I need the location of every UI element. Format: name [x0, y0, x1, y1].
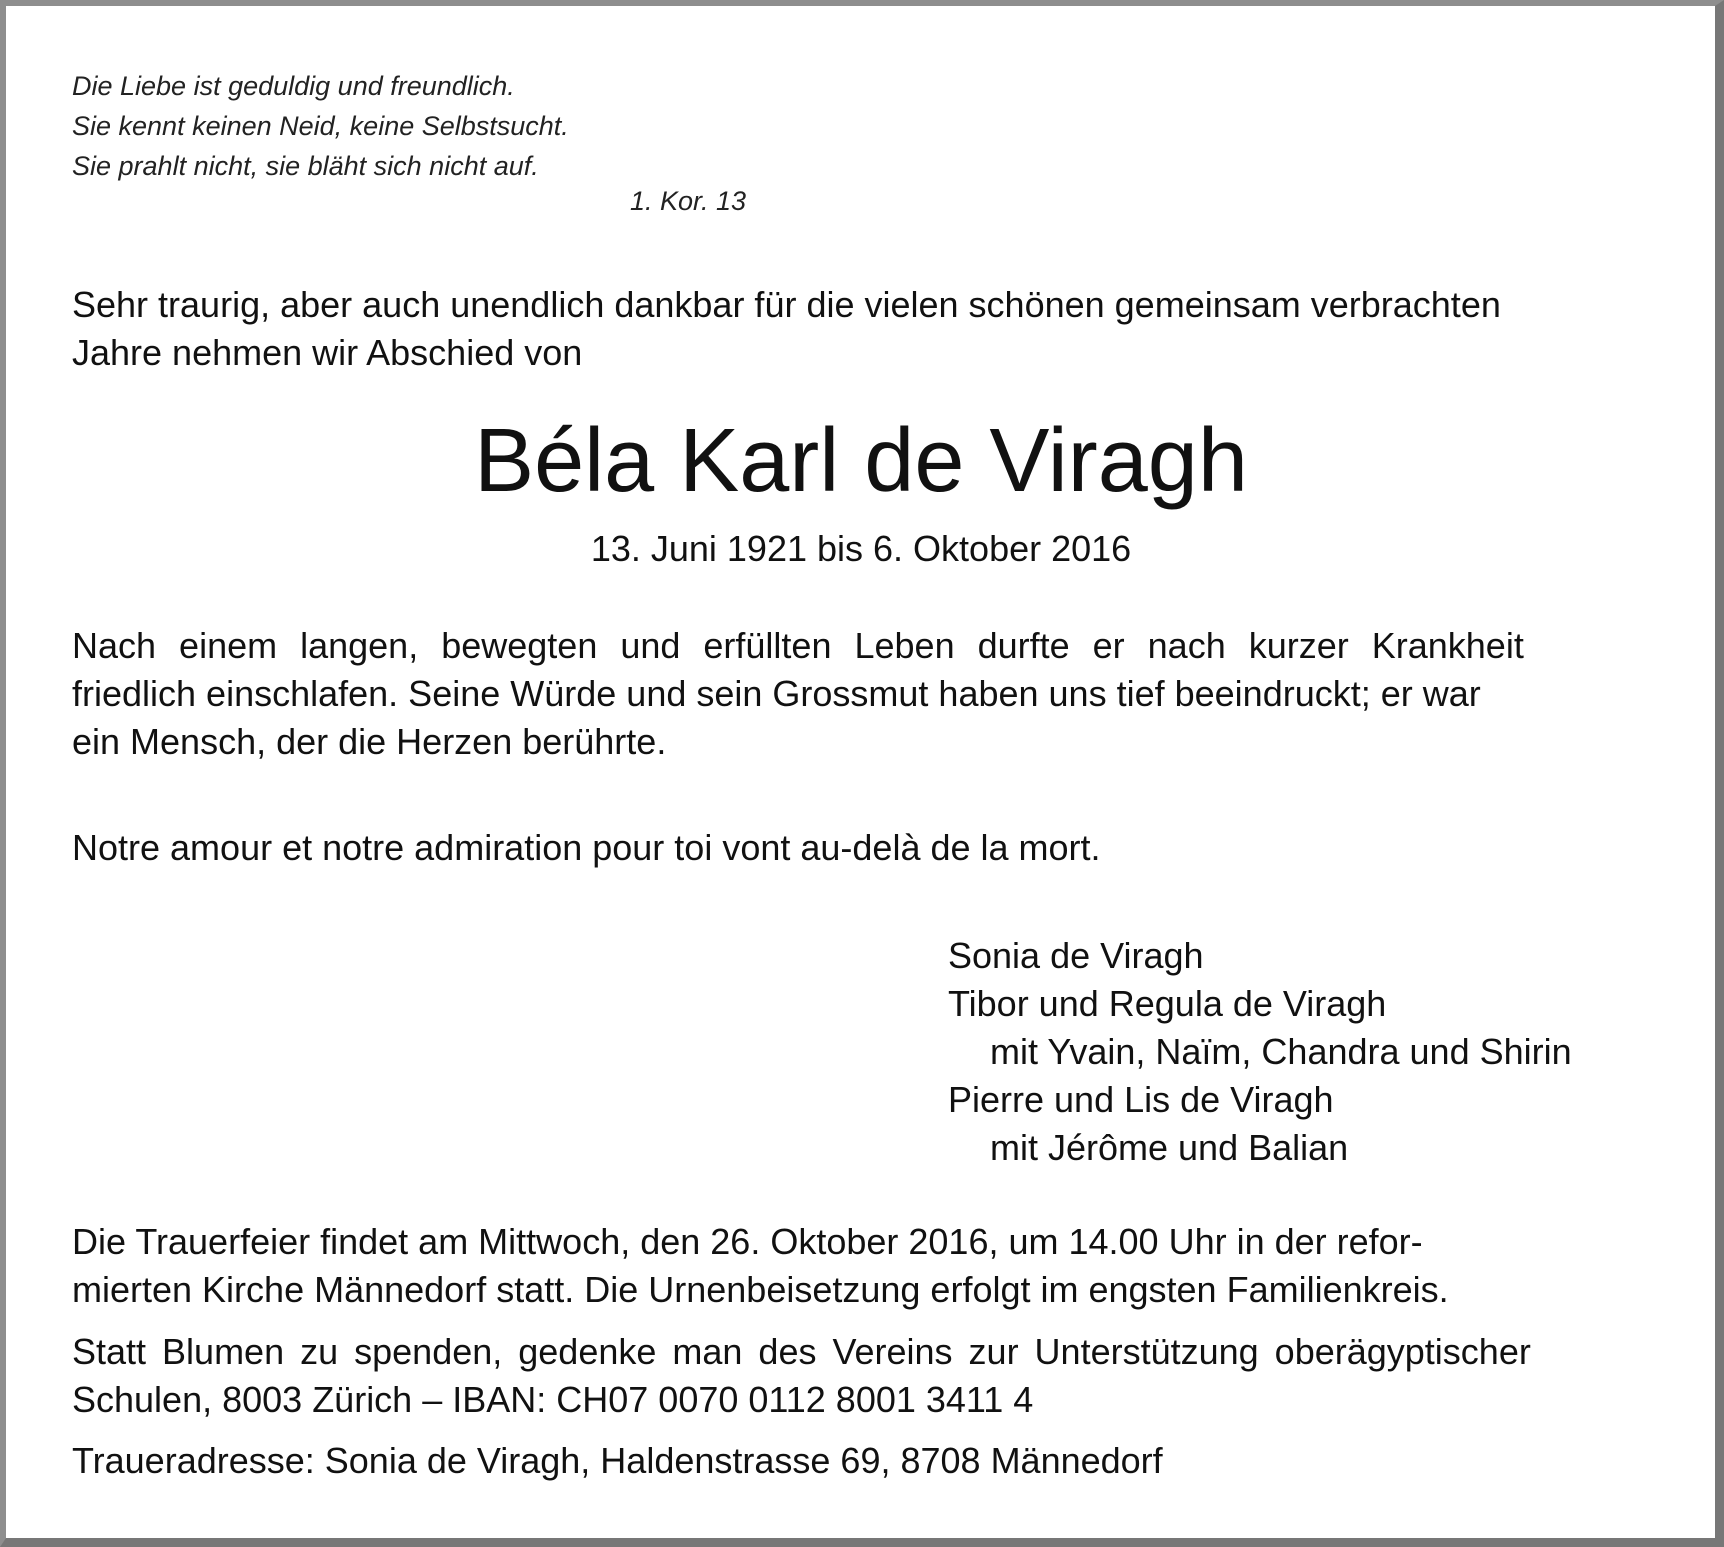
tribute-line: Nach einem langen, bewegten und erfüllten Leben durfte er nach kurzer Krankheit [72, 625, 1524, 666]
quote-line: Sie prahlt nicht, sie bläht sich nicht auf. [72, 151, 539, 181]
tribute-line: friedlich einschlafen. Seine Würde und sein Grossmut haben uns tief beeindruckt; er war [72, 673, 1481, 714]
quote-line: Sie kennt keinen Neid, keine Selbstsucht. [72, 111, 569, 141]
intro-paragraph [72, 281, 1662, 377]
family-line: Tibor und Regula de Viragh [948, 983, 1387, 1024]
family-line: Pierre und Lis de Viragh [948, 1079, 1334, 1120]
donation-line: Schulen, 8003 Zürich – IBAN: CH07 0070 0112 8001 3411 4 [72, 1379, 1034, 1420]
family-line: Sonia de Viragh [948, 935, 1204, 976]
donation-line: Statt Blumen zu spenden, gedenke man des Vereins zur Unterstützung oberägyptischer [72, 1331, 1531, 1372]
bible-quote [72, 66, 569, 186]
intro-line: Sehr traurig, aber auch unendlich dankbar für die vielen schönen gemeinsam verbrachten [72, 284, 1501, 325]
mourning-address: Traueradresse: Sonia de Viragh, Haldenstrasse 69, 8708 Männedorf [72, 1440, 1163, 1481]
deceased-name: Béla Karl de Viragh [474, 411, 1248, 511]
family-line: mit Jérôme und Balian [990, 1127, 1349, 1168]
quote-reference: 1. Kor. 13 [630, 186, 747, 216]
tribute-paragraph [72, 622, 1662, 766]
donation-paragraph [72, 1328, 1662, 1424]
tribute-line: ein Mensch, der die Herzen berührte. [72, 721, 667, 762]
life-dates: 13. Juni 1921 bis 6. Oktober 2016 [590, 528, 1132, 569]
quote-line: Die Liebe ist geduldig und freundlich. [72, 71, 515, 101]
service-line: Die Trauerfeier findet am Mittwoch, den 26. Oktober 2016, um 14.00 Uhr in der refor- [72, 1221, 1423, 1262]
service-line: mierten Kirche Männedorf statt. Die Urnenbeisetzung erfolgt im engsten Familienkreis. [72, 1269, 1449, 1310]
service-paragraph [72, 1218, 1662, 1314]
intro-line: Jahre nehmen wir Abschied von [72, 332, 583, 373]
family-line: mit Yvain, Naïm, Chandra und Shirin [990, 1031, 1572, 1072]
family-signatures [948, 932, 1572, 1172]
french-line: Notre amour et notre admiration pour toi vont au-delà de la mort. [72, 827, 1101, 868]
